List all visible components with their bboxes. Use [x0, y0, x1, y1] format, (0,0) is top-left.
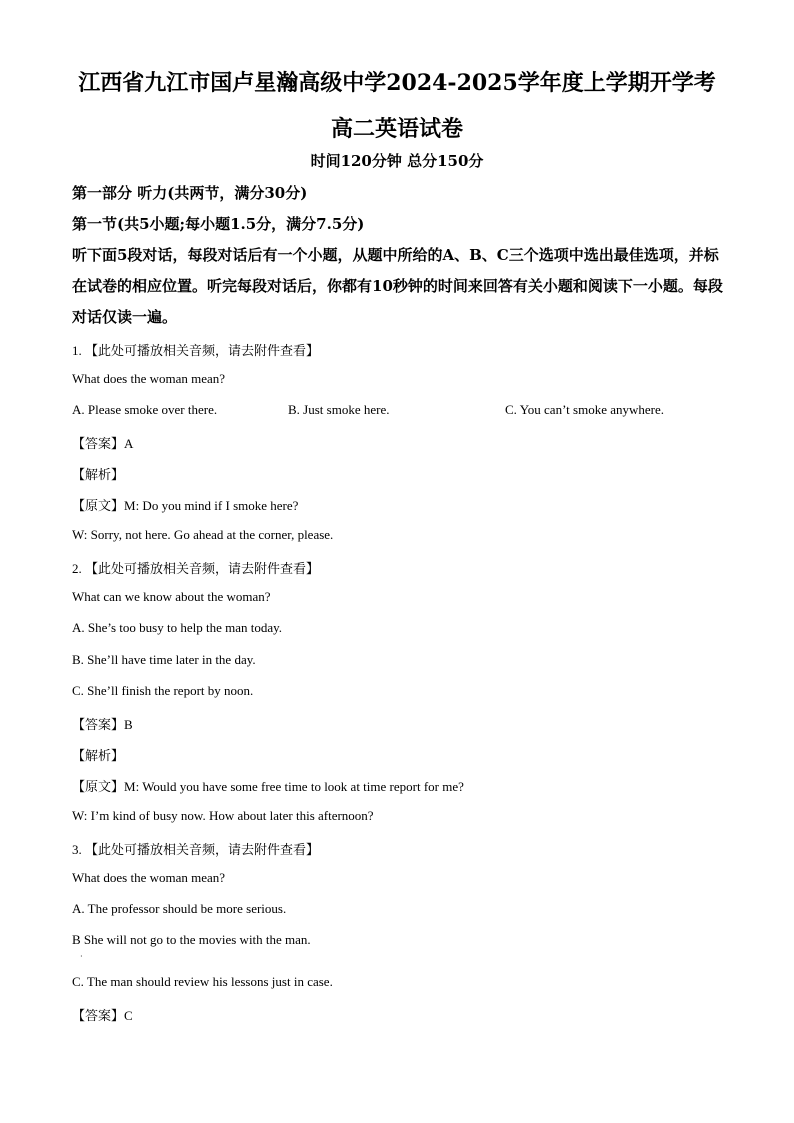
question-header [72, 340, 319, 359]
answer-value: C [124, 1008, 133, 1023]
audio-note[interactable]: 【此处可播放相关音频，请去附件查看】 [85, 562, 320, 577]
option-b: B She will not go to the movies with the man. [72, 932, 311, 947]
question-text: What does the woman mean? [72, 870, 226, 885]
exam-time-score: 时间120分钟 总分150分 [310, 152, 484, 170]
answer-tag: 【答案】 [72, 1009, 125, 1024]
option-a: A. Please smoke over there. [72, 402, 218, 417]
original-tag: 【原文】 [72, 499, 125, 514]
answer-line [72, 1005, 133, 1024]
answer-tag: 【答案】 [72, 718, 125, 733]
option-a: A. She’s too busy to help the man today. [72, 620, 283, 635]
answer-line [72, 714, 133, 733]
transcript-line: W: I’m kind of busy now. How about later this afternoon? [72, 808, 374, 823]
question-header [72, 839, 319, 858]
exam-title: 江西省九江市国卢星瀚高级中学2024-2025学年度上学期开学考 [78, 70, 716, 96]
question-number: 2. [72, 561, 82, 576]
option-a: A. The professor should be more serious. [72, 901, 287, 916]
transcript-line: W: Sorry, not here. Go ahead at the corner, please. [72, 527, 334, 542]
analysis-tag: 【解析】 [72, 468, 125, 483]
stray-dot: · [80, 952, 83, 961]
option-c: C. You can’t smoke anywhere. [505, 402, 664, 417]
part-heading: 第一部分 听力(共两节，满分30分) [72, 184, 308, 202]
question-text: What does the woman mean? [72, 371, 226, 386]
question-number: 3. [72, 842, 82, 857]
section-heading: 第一节(共5小题;每小题1.5分，满分7.5分) [72, 215, 365, 233]
option-b: B. Just smoke here. [288, 402, 390, 417]
answer-line [72, 433, 133, 452]
answer-tag: 【答案】 [72, 437, 125, 452]
original-tag: 【原文】 [72, 780, 125, 795]
option-b: B. She’ll have time later in the day. [72, 652, 256, 667]
question-text: What can we know about the woman? [72, 589, 271, 604]
analysis-tag: 【解析】 [72, 749, 125, 764]
audio-note[interactable]: 【此处可播放相关音频，请去附件查看】 [85, 344, 320, 359]
answer-value: A [124, 436, 134, 451]
instructions: 听下面5段对话，每段对话后有一个小题，从题中所给的A、B、C三个选项中选出最佳选项，并标在试卷的相应位置。听完每段对话后，你都有10秒钟的时间来回答有关小题和阅读下一小题。每段对话仅读一遍。 [72, 246, 723, 326]
answer-value: B [124, 717, 133, 732]
option-c: C. The man should review his lessons just in case. [72, 974, 333, 989]
transcript-line: 【原文】M: Do you mind if I smoke here? [72, 498, 299, 514]
option-c: C. She’ll finish the report by noon. [72, 683, 254, 698]
exam-subtitle-grade: 高二英语试卷 [330, 116, 463, 142]
question-number: 1. [72, 343, 82, 358]
question-header [72, 558, 319, 577]
transcript-line: 【原文】M: Would you have some free time to look at time report for me? [72, 779, 464, 795]
audio-note[interactable]: 【此处可播放相关音频，请去附件查看】 [85, 843, 320, 858]
